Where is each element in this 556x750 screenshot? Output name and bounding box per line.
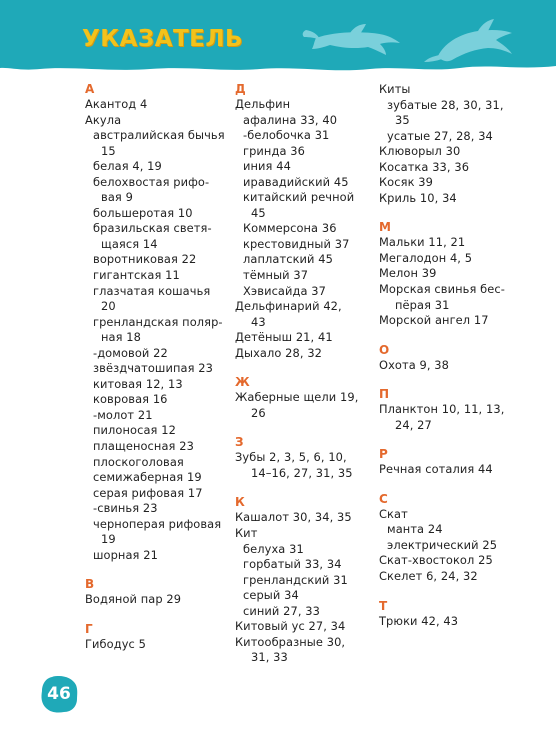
section-spacer bbox=[85, 563, 225, 577]
section-letter: З bbox=[235, 435, 244, 450]
section-letter: О bbox=[379, 342, 390, 357]
index-subentry: зубатые 28, 30, 31, bbox=[387, 97, 504, 112]
index-subentry: усатые 27, 28, 34 bbox=[387, 128, 493, 143]
section-spacer bbox=[379, 433, 529, 447]
section-letter: Г bbox=[85, 621, 93, 636]
index-subentry: 15 bbox=[101, 143, 116, 158]
index-subentry: электрический 25 bbox=[387, 537, 498, 552]
index-subentry: ковровая 16 bbox=[93, 392, 168, 407]
index-subentry: гренландский 31 bbox=[243, 572, 348, 587]
index-subentry: большеротая 10 bbox=[93, 205, 193, 220]
section-letter: С bbox=[379, 491, 388, 506]
section-letter: М bbox=[379, 220, 391, 235]
index-subentry: 43 bbox=[251, 314, 266, 329]
index-entry: Дельфинарий 42, bbox=[235, 299, 342, 314]
index-subentry: пёрая 31 bbox=[395, 297, 450, 312]
page-number: 46 bbox=[47, 684, 71, 704]
index-subentry: 19 bbox=[101, 532, 116, 547]
index-subentry: белая 4, 19 bbox=[93, 159, 162, 174]
index-subentry: манта 24 bbox=[387, 522, 443, 537]
index-subentry: -домовой 22 bbox=[93, 345, 168, 360]
section-letter: А bbox=[85, 82, 95, 96]
section-spacer bbox=[379, 329, 529, 343]
section-spacer bbox=[379, 373, 529, 387]
index-subentry: лаплатский 45 bbox=[243, 252, 333, 267]
index-subentry: воротниковая 22 bbox=[93, 252, 197, 267]
index-entry: Морская свинья бес- bbox=[379, 282, 505, 297]
index-subentry: -белобочка 31 bbox=[243, 128, 330, 143]
index-subentry: серый 34 bbox=[243, 588, 299, 603]
index-subentry: иравадийский 45 bbox=[243, 174, 349, 189]
dolphin-icon bbox=[0, 0, 556, 80]
index-entry: Жаберные щели 19, bbox=[235, 390, 359, 405]
index-subentry: 24, 27 bbox=[395, 417, 432, 432]
index-subentry: серая рифовая 17 bbox=[93, 485, 203, 500]
section-letter: Р bbox=[379, 447, 388, 462]
index-entry: Планктон 10, 11, 13, bbox=[379, 402, 505, 417]
index-subentry: белуха 31 bbox=[243, 541, 304, 556]
index-subentry: крестовидный 37 bbox=[243, 236, 350, 251]
section-letter: Д bbox=[235, 82, 246, 96]
index-subentry: тёмный 37 bbox=[243, 268, 309, 283]
index-subentry: шорная 21 bbox=[93, 547, 158, 562]
index-entry: Дыхало 28, 32 bbox=[235, 345, 323, 360]
index-entry: Китообразные 30, bbox=[235, 634, 346, 649]
index-subentry: афалина 33, 40 bbox=[243, 112, 338, 127]
index-subentry: -молот 21 bbox=[93, 407, 153, 422]
index-entry: Акула bbox=[85, 112, 122, 127]
index-subentry: горбатый 33, 34 bbox=[243, 557, 342, 572]
index-subentry: Коммерсона 36 bbox=[243, 221, 337, 236]
index-subentry: вая 9 bbox=[101, 190, 133, 205]
index-entry: Скелет 6, 24, 32 bbox=[379, 569, 478, 584]
index-entry: Зубы 2, 3, 5, 6, 10, bbox=[235, 450, 347, 465]
index-entry: Охота 9, 38 bbox=[379, 357, 449, 372]
section-spacer bbox=[379, 585, 529, 599]
index-subentry: глазчатая кошачья bbox=[93, 283, 211, 298]
index-entry: Кашалот 30, 34, 35 bbox=[235, 510, 352, 525]
index-column-3 bbox=[379, 82, 529, 629]
index-subentry: -свинья 23 bbox=[93, 501, 158, 516]
index-entry: Мелон 39 bbox=[379, 266, 437, 281]
index-entry: Киты bbox=[379, 82, 411, 96]
index-subentry: гигантская 11 bbox=[93, 268, 180, 283]
index-subentry: семижаберная 19 bbox=[93, 470, 202, 485]
section-spacer bbox=[379, 206, 529, 220]
index-column-2 bbox=[235, 82, 370, 666]
section-letter: В bbox=[85, 577, 95, 592]
index-subentry: австралийская бычья bbox=[93, 128, 225, 143]
index-subentry: гринда 36 bbox=[243, 143, 305, 158]
index-subentry: 31, 33 bbox=[251, 650, 288, 665]
index-entry: Мальки 11, 21 bbox=[379, 235, 466, 250]
section-spacer bbox=[235, 421, 370, 435]
index-subentry: звёздчатошипая 23 bbox=[93, 361, 213, 376]
index-entry: Речная соталия 44 bbox=[379, 462, 493, 477]
section-spacer bbox=[235, 481, 370, 495]
section-letter: П bbox=[379, 387, 390, 402]
index-entry: Мегалодон 4, 5 bbox=[379, 250, 473, 265]
index-subentry: черноперая рифовая bbox=[93, 516, 222, 531]
index-entry: Косяк 39 bbox=[379, 175, 433, 190]
index-subentry: 14–16, 27, 31, 35 bbox=[251, 465, 353, 480]
index-entry: Китовый ус 27, 34 bbox=[235, 619, 346, 634]
index-subentry: бразильская светя- bbox=[93, 221, 212, 236]
page-number-badge bbox=[40, 675, 78, 713]
index-subentry: пилоносая 12 bbox=[93, 423, 176, 438]
index-entry: Водяной пар 29 bbox=[85, 592, 182, 607]
index-subentry: плащеносная 23 bbox=[93, 439, 194, 454]
index-subentry: гренландская поляр- bbox=[93, 314, 223, 329]
section-letter: Т bbox=[379, 598, 388, 613]
index-column-1 bbox=[85, 82, 225, 653]
index-subentry: 26 bbox=[251, 405, 266, 420]
section-letter: Ж bbox=[235, 375, 250, 390]
index-entry: Трюки 42, 43 bbox=[379, 613, 459, 628]
index-subentry: ная 18 bbox=[101, 330, 141, 345]
section-spacer bbox=[379, 478, 529, 492]
index-entry: Скат-хвостокол 25 bbox=[379, 553, 493, 568]
section-spacer bbox=[85, 608, 225, 622]
page-title: УКАЗАТЕЛЬ bbox=[82, 26, 244, 52]
index-entry: Косатка 33, 36 bbox=[379, 159, 470, 174]
index-subentry: иния 44 bbox=[243, 159, 291, 174]
index-subentry: 45 bbox=[251, 205, 266, 220]
index-entry: Детёныш 21, 41 bbox=[235, 330, 333, 345]
index-entry: Криль 10, 34 bbox=[379, 190, 457, 205]
index-subentry: китайский речной bbox=[243, 190, 355, 205]
index-subentry: белохвостая рифо- bbox=[93, 174, 210, 189]
index-entry: Клюворыл 30 bbox=[379, 144, 461, 159]
index-entry: Дельфин bbox=[235, 97, 291, 111]
index-subentry: китовая 12, 13 bbox=[93, 376, 183, 391]
index-subentry: Хэвисайда 37 bbox=[243, 283, 326, 298]
index-entry: Гибодус 5 bbox=[85, 636, 146, 651]
index-entry: Скат bbox=[379, 506, 408, 521]
index-entry: Акантод 4 bbox=[85, 97, 148, 111]
index-subentry: 20 bbox=[101, 299, 116, 314]
index-subentry: щаяся 14 bbox=[101, 236, 158, 251]
index-subentry: 35 bbox=[395, 113, 410, 128]
index-subentry: плоскоголовая bbox=[93, 454, 184, 469]
section-letter: К bbox=[235, 495, 245, 510]
index-subentry: синий 27, 33 bbox=[243, 603, 320, 618]
index-entry: Морской ангел 17 bbox=[379, 313, 489, 328]
section-spacer bbox=[235, 361, 370, 375]
index-entry: Кит bbox=[235, 526, 258, 541]
